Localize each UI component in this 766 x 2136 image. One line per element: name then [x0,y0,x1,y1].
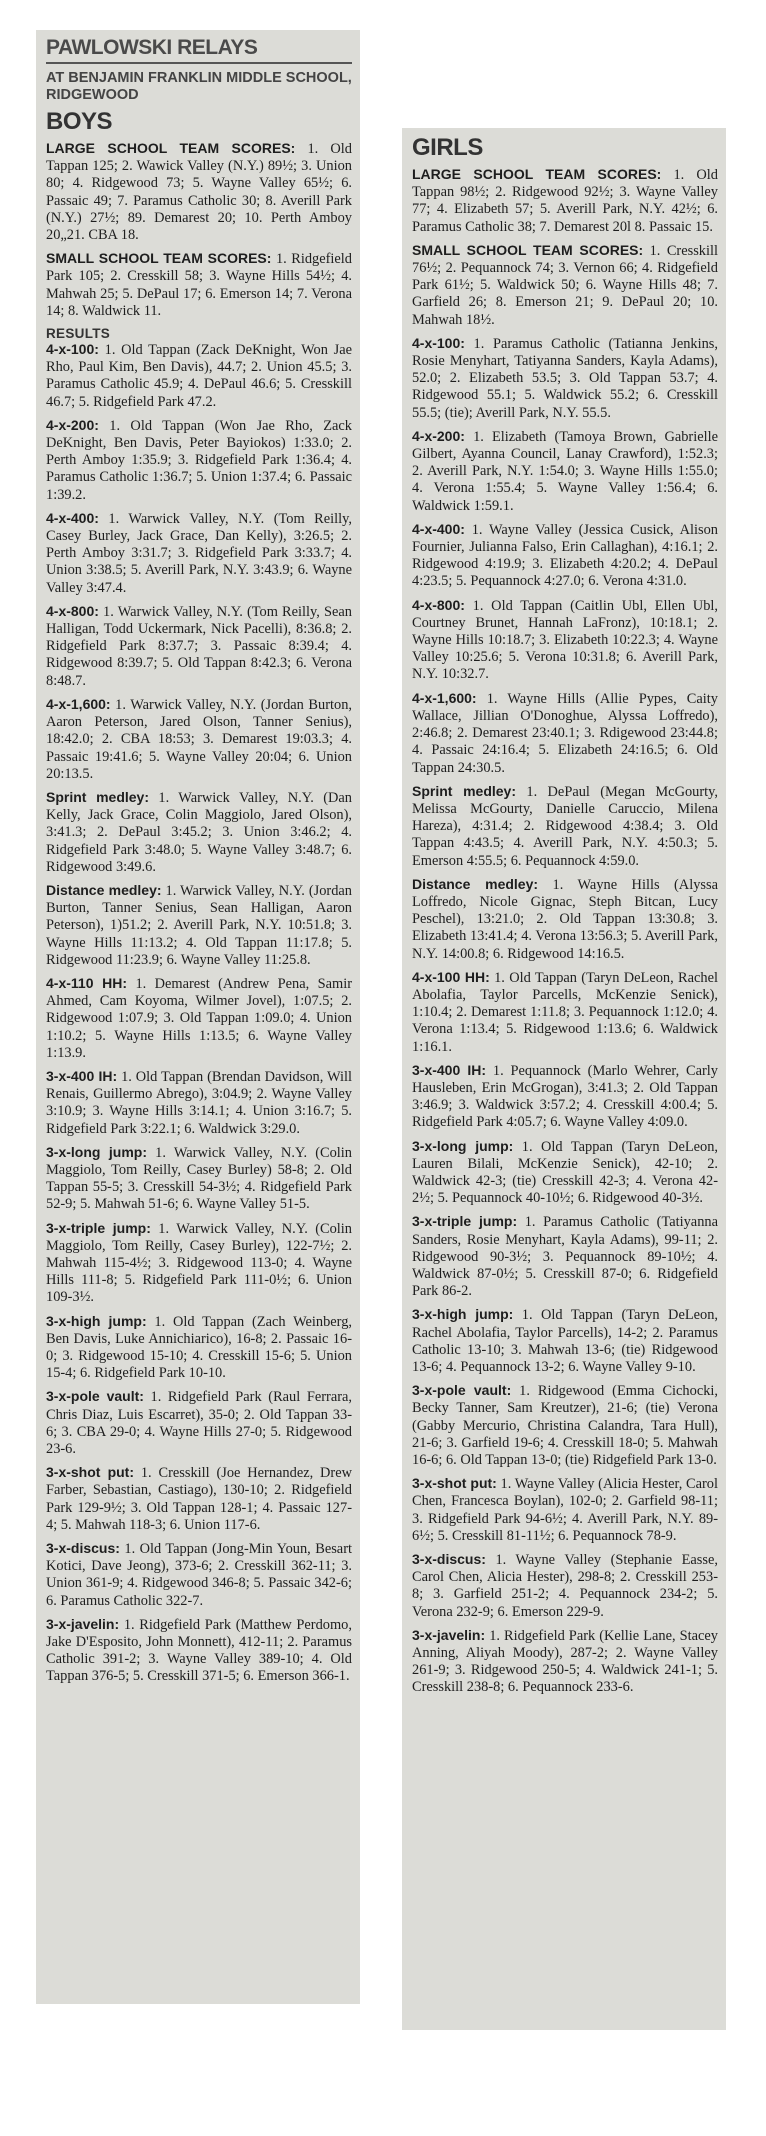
event-label: Sprint medley: [412,782,517,799]
event-result [46,510,352,597]
event-text: 1. Ridgefield Park (Matthew Perdomo, Jake D'Esposito, John Monnett), 412-11; 2. Paramus Catholic 391-2; 3. Wayne Valley 389-10; 4. Old Tappan 376-5; 5. Cresskill 371-5; 6. Emerson 366-1. [46,1616,352,1685]
girls-large-scores-text: 1. Old Tappan 98½; 2. Ridgewood 92½; 3. Wayne Valley 77; 4. Elizabeth 57; 5. Averill Park, N.Y. 42½; 6. Paramus Catholic 38; 7. Demarest 20l 8. Passaic 15. [412,167,718,235]
boys-event-list [46,341,352,1686]
event-label: 4-x-100: [412,334,465,351]
event-label: 3-x-shot put: [412,1475,497,1492]
girls-column [402,128,726,2030]
event-text: 1. Old Tappan (Won Jae Rho, Zack DeKnight, Ben Davis, Peter Bayiokos) 1:33.0; 2. Perth Amboy 1:35.9; 3. Ridgefield Park 1:36.4; 4. Paramus Catholic 1:36.7; 5. Union 1:37.4; 6. Passaic 1:39.2. [46,417,352,503]
event-text: 1. Old Tappan (Caitlin Ubl, Ellen Ubl, Courtney Brunet, Hannah LaFronz), 10:18.1; 2. Wayne Hills 10:18.7; 3. Elizabeth 10:22.3; 4. Wayne Valley 10:25.6; 5. Verona 10:31.8; 6. Averill Park, N.Y. 10:32.7. [412,597,718,683]
event-label: 4-x-100: [46,341,99,358]
event-result [46,1540,352,1610]
event-result [46,975,352,1062]
event-text: 1. Pequannock (Marlo Wehrer, Carly Hausleben, Erin McGrogan), 3:41.3; 2. Old Tappan 3:46.9; 3. Waldwick 3:57.2; 4. Cresskill 4:00.4; 5. Ridgefield Park 4:05.7; 6. Wayne Valley 4:09.0. [412,1062,718,1131]
girls-event-list [412,335,718,1697]
event-label: 4-x-1,600: [46,695,111,712]
event-label: 3-x-long jump: [412,1137,514,1154]
event-text: 1. Warwick Valley, N.Y. (Colin Maggiolo, Tom Reilly, Casey Burley) 58-8; 2. Old Tappan 55-5; 3. Cresskill 54-3½; 4. Ridgefield Park 52-9; 5. Mahwah 51-6; 6. Wayne Valley 51-5. [46,1144,352,1213]
event-text: 1. Old Tappan (Taryn DeLeon, Rachel Abolafia, Taylor Parcells), 14-2; 2. Paramus Catholic 13-10; 3. Mahwah 13-6; (tie) Ridgewood 13-6; 4. Pequannock 13-2; 6. Wayne Valley 9-10. [412,1307,718,1375]
event-label: 3-x-discus: [46,1540,120,1557]
girls-small-scores-label: SMALL SCHOOL TEAM SCORES: [412,241,644,258]
boys-large-scores-label: LARGE SCHOOL TEAM SCORES: [46,140,296,156]
event-result [46,696,352,783]
event-result [412,1062,718,1132]
boys-heading: BOYS [46,108,113,135]
girls-small-scores-text: 1. Cresskill 76½; 2. Pequannock 74; 3. Vernon 66; 4. Ridgefield Park 61½; 5. Waldwick 50; 6. Wayne Hills 48; 7. Garfield 26; 8. Emerson 21; 9. DePaul 20; 10. Mahwah 18½. [412,242,718,328]
event-text: 1. Ridgefield Park (Kellie Lane, Stacey Anning, Aliyah Moody), 287-2; 2. Wayne Valley 261-9; 3. Ridgewood 250-5; 4. Waldwick 241-1; 5. Cresskill 238-8; 6. Pequannock 233-6. [412,1627,718,1696]
girls-heading: GIRLS [412,134,483,161]
event-label: 4-x-400: [46,509,99,526]
event-label: 3-x-long jump: [46,1143,147,1160]
event-result [46,1313,352,1383]
event-label: Sprint medley: [46,788,150,805]
event-text: 1. Ridgewood (Emma Cichocki, Becky Tanner, Sam Kreutzer), 21-6; (tie) Verona (Gabby Mercurio, Christina Calandra, Tara Hull), 21-6; 3. Garfield 19-6; 4. Cresskill 18-0; 5. Mahwah 16-6; 6. Old Tappan 13-0; (tie) Ridgefield Park 13-0. [412,1383,718,1469]
event-result [412,428,718,515]
event-label: 3-x-400 IH: [412,1061,487,1078]
event-text: 1. Old Tappan (Taryn DeLeon, Lauren Bilali, McKenzie Senick), 42-10; 2. Waldwick 42-3; (tie) Cresskill 42-3; 4. Verona 42-2½; 5. Pequannock 40-10½; 6. Ridgewood 40-3½. [412,1138,718,1207]
event-text: 1. Old Tappan (Zach Weinberg, Ben Davis, Luke Annichiarico), 16-8; 2. Passaic 16-0; 3. Ridgewood 15-10; 4. Cresskill 15-6; 5. Union 15-4; 6. Ridgefield Park 10-10. [46,1313,352,1382]
event-text: 1. Warwick Valley, N.Y. (Dan Kelly, Jack Grace, Colin Maggiolo, Jared Olson), 3:41.3; 2. DePaul 3:45.2; 3. Union 3:46.2; 4. Ridgefield Park 3:48.0; 5. Wayne Valley 3:48.7; 6. Ridgewood 3:49.6. [46,789,353,875]
venue-subtitle: AT BENJAMIN FRANKLIN MIDDLE SCHOOL, RIDGEWOOD [46,70,352,103]
event-label: 3-x-triple jump: [46,1219,151,1236]
event-result [412,597,718,684]
event-label: 4-x-110 HH: [46,974,128,991]
event-text: 1. Demarest (Andrew Pena, Samir Ahmed, Cam Koyoma, Wilmer Jovel), 1:07.5; 2. Ridgewood 1:07.9; 3. Old Tappan 1:09.0; 4. Union 1:10.2; 5. Wayne Hills 1:13.5; 6. Wayne Valley 1:13.9. [46,975,352,1061]
event-result [412,1475,718,1545]
event-text: 1. DePaul (Megan McGourty, Melissa McGourty, Danielle Caruccio, Milena Hareza), 4:31.4; 2. Ridgewood 4:38.4; 3. Old Tappan 4:43.5; 4. Averill Park, N.Y. 4:50.3; 5. Emerson 4:55.5; 6. Pequannock 4:59.0. [412,783,718,869]
boys-small-scores-text: 1. Ridgefield Park 105; 2. Cresskill 58; 3. Wayne Hills 54½; 4. Mahwah 25; 5. DePaul 17; 6. Emerson 14; 7. Verona 14; 8. Waldwick 11. [46,251,352,319]
event-label: 4-x-800: [46,602,99,619]
girls-small-school-scores [412,242,718,329]
event-result [412,1382,718,1469]
event-label: 3-x-pole vault: [412,1382,512,1399]
event-result [46,417,352,504]
event-label: 3-x-high jump: [412,1306,514,1323]
event-label: 3-x-high jump: [46,1312,147,1329]
event-result [412,335,718,422]
event-result [46,882,352,969]
boys-large-scores-text: 1. Old Tappan 125; 2. Wawick Valley (N.Y.) 89½; 3. Union 80; 4. Ridgewood 73; 5. Wayne Valley 65½; 6. Passaic 49; 7. Paramus Catholic 30; 8. Averill Park (N.Y.) 27½; 89. Demarest 20; 10. Perth Amboy 20„21. CBA 18. [46,141,352,244]
boys-column [36,30,360,2004]
event-result [46,1144,352,1214]
boys-small-school-scores [46,250,352,320]
event-text: 1. Warwick Valley, N.Y. (Jordan Burton, Tanner Senius, Sean Halligan, Aaron Peterson), 1)51.2; 2. Averill Park, N.Y. 10:51.8; 3. Wayne Hills 11:13.2; 4. Old Tappan 11:17.8; 5. Ridgewood 11:23.9; 6. Wayne Valley 11:25.8. [46,882,352,968]
girls-large-scores-label: LARGE SCHOOL TEAM SCORES: [412,166,662,182]
results-heading: RESULTS [46,326,111,342]
event-text: 1. Ridgefield Park (Raul Ferrara, Chris Diaz, Luis Escarret), 35-0; 2. Old Tappan 33-6; 3. CBA 29-0; 4. Wayne Hills 27-0; 5. Ridgewood 23-6. [46,1389,352,1458]
event-text: 1. Warwick Valley, N.Y. (Jordan Burton, Aaron Peterson, Jared Olson, Tanner Senius), 18:42.0; 2. CBA 18:53; 3. Demarest 19:03.3; 4. Passaic 19:41.6; 5. Wayne Valley 20:04; 6. Union 20:13.5. [46,696,352,782]
event-label: 3-x-400 IH: [46,1067,118,1084]
event-result [412,690,718,777]
event-result [412,1213,718,1300]
event-label: 3-x-discus: [412,1551,486,1568]
event-result [412,969,718,1056]
event-label: 3-x-javelin: [412,1626,486,1643]
event-text: 1. Paramus Catholic (Tatianna Jenkins, Rosie Menyhart, Tatiyanna Sanders, Kayla Adams), 52.0; 2. Elizabeth 53.5; 3. Old Tappan 53.7; 4. Ridgewood 55.1; 5. Waldwick 55.2; 6. Cresskill 55.5; (tie); Averill Park, N.Y. 55.5. [412,335,718,421]
event-label: Distance medley: [412,875,539,892]
event-text: 1. Warwick Valley, N.Y. (Colin Maggiolo, Tom Reilly, Casey Burley), 122-7½; 2. Mahwah 115-4½; 3. Ridgewood 113-0; 4. Wayne Hills 111-8; 5. Ridgefield Park 111-0½; 6. Union 109-3½. [46,1220,352,1306]
event-result [412,521,718,591]
event-text: 1. Wayne Hills (Allie Pypes, Caity Wallace, Jillian O'Donoghue, Alyssa Loffredo), 2:46.8; 2. Demarest 23:40.1; 3. Rdigewood 23:44.8; 4. Passaic 24:16.4; 5. Elizabeth 24:16.5; 6. Old Tappan 24:30.5. [412,690,718,776]
boys-small-scores-label: SMALL SCHOOL TEAM SCORES: [46,250,272,267]
event-text: 1. Old Tappan (Jong-Min Youn, Besart Kotici, Dave Jeong), 373-6; 2. Cresskill 362-11; 3. Union 361-9; 4. Ridgewood 346-8; 5. Passaic 342-6; 6. Paramus Catholic 322-7. [46,1541,352,1609]
event-label: 3-x-javelin: [46,1615,120,1632]
event-text: 1. Cresskill (Joe Hernandez, Drew Farber, Sebastian, Castiago), 130-10; 2. Ridgefield Park 129-9½; 3. Old Tappan 128-1; 4. Passaic 127-4; 5. Mahwah 118-3; 6. Union 117-6. [46,1465,352,1533]
event-text: 1. Wayne Valley (Alicia Hester, Carol Chen, Francesca Boylan), 102-0; 2. Garfield 98-11; 3. Ridgefield Park 94-6½; 4. Averill Park, N.Y. 89-6½; 5. Cresskill 81-11½; 6. Pequannock 78-9. [412,1476,718,1544]
event-result [412,1138,718,1208]
event-result [46,1464,352,1534]
event-result [46,341,352,411]
event-text: 1. Elizabeth (Tamoya Brown, Gabrielle Gilbert, Ayanna Council, Lanay Crawford), 1:52.3; 2. Averill Park, N.Y. 1:54.0; 3. Wayne Hills 1:55.0; 4. Verona 1:55.4; 5. Wayne Valley 1:56.4; 6. Waldwick 1:59.1. [412,428,718,514]
event-result [46,1388,352,1458]
event-result [46,1068,352,1138]
event-text: 1. Wayne Valley (Jessica Cusick, Alison Fournier, Julianna Falso, Erin Callaghan), 4:16.1; 2. Ridgewood 4:19.9; 3. Elizabeth 4:20.2; 4. DePaul 4:23.5; 5. Pequannock 4:27.0; 6. Verona 4:31.0. [412,521,718,590]
event-result [46,603,352,690]
event-result [412,1627,718,1697]
event-label: 4-x-200: [46,416,99,433]
event-label: 4-x-800: [412,596,465,613]
event-text: 1. Paramus Catholic (Tatiyanna Sanders, Rosie Menyhart, Kayla Adams), 99-11; 2. Ridgewood 90-3½; 3. Pequannock 89-10½; 4. Waldwick 87-0½; 5. Cresskill 87-0; 6. Ridgefield Park 86-2. [412,1214,718,1300]
page-title: PAWLOWSKI RELAYS [46,36,352,64]
event-text: 1. Old Tappan (Brendan Davidson, Will Renais, Guillermo Abrego), 3:04.9; 2. Wayne Valley 3:10.9; 3. Wayne Hills 3:14.1; 4. Union 3:16.7; 5. Ridgefield Park 3:22.1; 6. Waldwick 3:29.0. [46,1068,353,1137]
event-result [412,876,718,963]
event-result [412,783,718,870]
event-label: 4-x-100 HH: [412,968,490,985]
event-text: 1. Warwick Valley, N.Y. (Tom Reilly, Casey Burley, Jack Grace, Dan Kelly), 3:26.5; 2. Perth Amboy 3:31.7; 3. Ridgefield Park 3:33.7; 4. Union 3:38.5; 5. Averill Park, N.Y. 3:43.9; 6. Wayne Valley 3:47.4. [46,510,352,596]
event-result [412,1551,718,1621]
event-result [46,1220,352,1307]
boys-large-school-scores [46,140,352,244]
event-label: 3-x-shot put: [46,1464,134,1481]
event-label: 3-x-pole vault: [46,1388,144,1405]
event-result [412,1306,718,1376]
girls-large-school-scores [412,166,718,236]
event-label: Distance medley: [46,881,162,898]
event-text: 1. Wayne Hills (Alyssa Loffredo, Nicole Gignac, Steph Bitcan, Lucy Peschel), 13:21.0; 2. Old Tappan 13:30.8; 3. Elizabeth 13:41.4; 4. Verona 13:56.3; 5. Averill Park, N.Y. 14:00.8; 6. Ridgewood 14:16.5. [412,876,718,962]
event-text: 1. Old Tappan (Zack DeKnight, Won Jae Rho, Paul Kim, Ben Davis), 44.7; 2. Union 45.5; 3. Paramus Catholic 45.9; 4. DePaul 46.6; 5. Cresskill 46.7; 5. Ridgefield Park 47.2. [46,342,352,410]
event-label: 4-x-400: [412,520,465,537]
event-result [46,789,352,876]
event-text: 1. Warwick Valley, N.Y. (Tom Reilly, Sean Halligan, Todd Uckermark, Nick Pacelli), 8:36.8; 2. Ridgefield Park 8:37.7; 3. Passaic 8:39.4; 4. Ridgewood 8:39.7; 5. Old Tappan 8:42.3; 6. Verona 8:48.7. [46,603,352,689]
event-text: 1. Old Tappan (Taryn DeLeon, Rachel Abolafia, Taylor Parcells, McKenzie Senick), 1:10.4; 2. Demarest 1:11.8; 3. Pequannock 1:12.0; 4. Verona 1:13.4; 5. Ridgewood 1:13.6; 6. Waldwick 1:16.1. [412,969,718,1055]
event-result [46,1616,352,1686]
event-label: 4-x-1,600: [412,689,477,706]
event-label: 4-x-200: [412,427,465,444]
event-label: 3-x-triple jump: [412,1213,518,1230]
event-text: 1. Wayne Valley (Stephanie Easse, Carol Chen, Alicia Hester), 298-8; 2. Cresskill 253-8; 3. Garfield 251-2; 4. Pequannock 234-2; 5. Verona 232-9; 6. Emerson 229-9. [412,1552,718,1620]
